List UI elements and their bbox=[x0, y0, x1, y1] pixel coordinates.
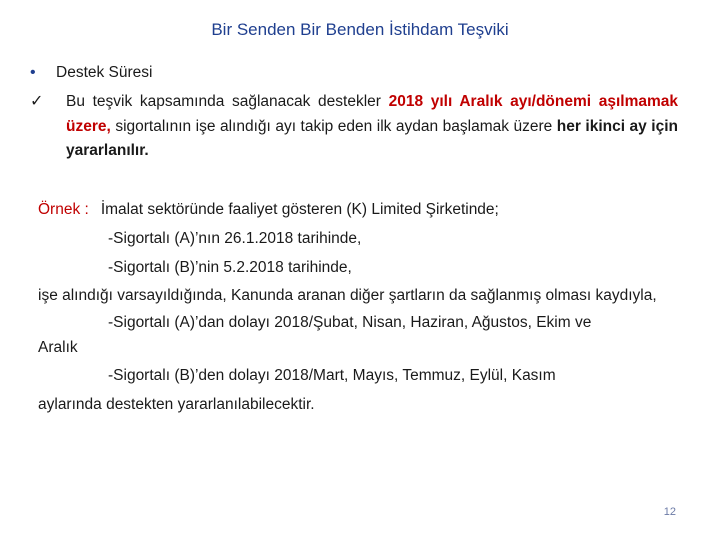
example-line-b-months-cont: aylarında destekten yararlanılabilecektir. bbox=[38, 396, 315, 413]
check-text-highlight: 2018 yılı Aralık ayı/dönemi aşılmamak üzere, bbox=[66, 93, 678, 135]
example-label: Örnek : bbox=[38, 201, 89, 218]
check-item bbox=[30, 90, 678, 164]
slide-title: Bir Senden Bir Benden İstihdam Teşviki bbox=[211, 20, 509, 39]
example-line-b-date: -Sigortalı (B)’nin 5.2.2018 tarihinde, bbox=[108, 259, 352, 276]
example-line-a-date: -Sigortalı (A)’nın 26.1.2018 tarihinde, bbox=[108, 230, 362, 247]
example-intro: İmalat sektöründe faaliyet gösteren (K) Limited Şirketinde; bbox=[100, 201, 499, 218]
check-text-part2: sigortalının işe alındığı ayı takip eden ilk aydan başlamak üzere bbox=[110, 117, 557, 135]
bullet-icon: • bbox=[30, 64, 36, 81]
bullet-item bbox=[30, 64, 152, 82]
example-conditions: işe alındığı varsayıldığında, Kanunda aranan diğer şartların da sağlanmış olması kaydıyla, bbox=[38, 287, 657, 304]
example-intro-line bbox=[38, 195, 678, 224]
check-paragraph bbox=[66, 90, 678, 164]
check-text-bold: her ikinci ay için yararlanılır. bbox=[66, 117, 678, 159]
example-line-a-months-cont: Aralık bbox=[38, 339, 78, 356]
check-text-part1: Bu teşvik kapsamında sağlanacak destekler bbox=[66, 93, 389, 110]
bullet-label: Destek Süresi bbox=[56, 64, 153, 81]
checkmark-icon: ✓ bbox=[30, 93, 44, 110]
example-line-a-months: -Sigortalı (A)’dan dolayı 2018/Şubat, Nisan, Haziran, Ağustos, Ekim ve bbox=[108, 314, 592, 331]
example-block bbox=[38, 195, 678, 419]
page-number: 12 bbox=[663, 506, 676, 518]
example-line-b-months: -Sigortalı (B)’den dolayı 2018/Mart, Mayıs, Temmuz, Eylül, Kasım bbox=[108, 367, 556, 384]
